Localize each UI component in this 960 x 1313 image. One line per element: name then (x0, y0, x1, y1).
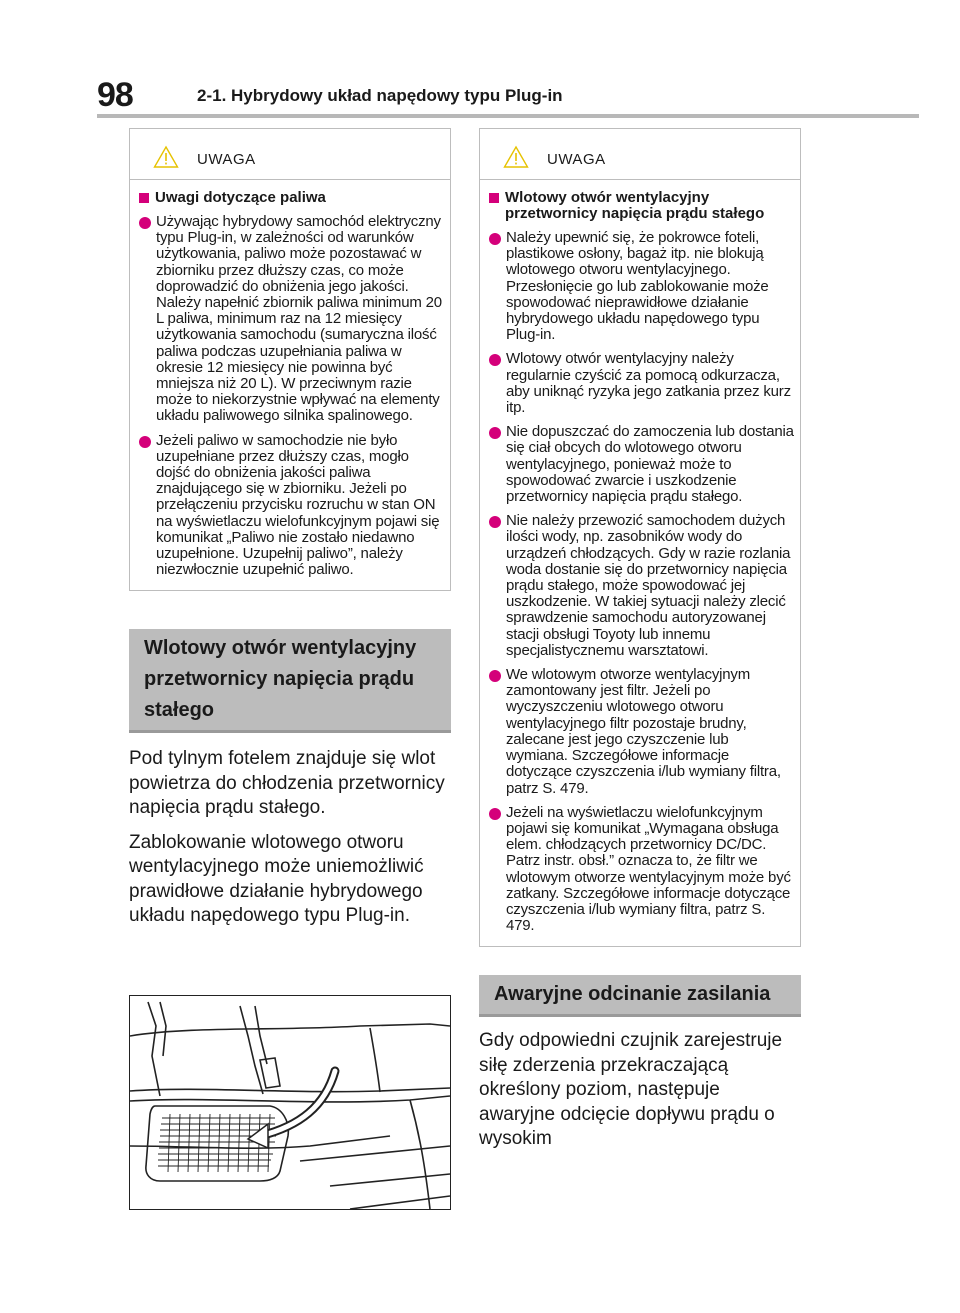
warning-box-fuel (129, 128, 451, 591)
list-item (139, 433, 444, 579)
section-heading-vent: Wlotowy otwór wentylacyjny przetwornicy napięcia prądu stałego (129, 629, 451, 733)
warning-subtitle-text: Wlotowy otwór wentylacyjny przetwornicy napięcia prądu stałego (505, 189, 765, 222)
list-item-text: We wlotowym otworze wentylacyjnym zamontowany jest filtr. Jeżeli po wyczyszczeniu wlotowego otworu wentylacyjnego filtr pozostaje brudny, zalecane jest jego czyszczenie lub wymiana. Szczegółowe informacje dotyczące czyszczenia i/lub wymiany filtra, patrz S. 479. (506, 666, 781, 797)
circle-bullet-icon (139, 217, 151, 229)
warning-header (139, 139, 444, 169)
list-item-text: Używając hybrydowy samochód elektryczny typu Plug-in, w zależności od warunków użytkowania, paliwo może pozostawać w zbiorniku przez dłuższy czas, co może doprowadzić do obniżenia jego jakości. Należy napełnić zbiornik paliwa minimum 20 L paliwa, minimum raz na 12 miesięcy użytkowania samochodu (sumaryczna ilość paliwa podczas uzupełniania paliwa w okresie 12 miesięcy nie powinna być mniejsza niż 20 L). W przeciwnym razie może to niekorzystnie wpływać na elementy układu paliwowego silnika spalinowego. (156, 213, 442, 425)
warning-triangle-icon (153, 145, 179, 169)
circle-bullet-icon (489, 516, 501, 528)
square-bullet-icon (489, 193, 499, 203)
header-rule (97, 114, 919, 118)
warning-box-vent (479, 128, 801, 947)
list-item-text: Należy upewnić się, że pokrowce foteli, plastikowe osłony, bagaż itp. nie blokują wlotowego otworu wentylacyjnego. Przesłonięcie go lub zablokowanie może spowodować nieprawidłowe działanie hybrydowego układu napędowego typu Plug-in. (506, 229, 769, 344)
list-item (489, 805, 794, 935)
square-bullet-icon (139, 193, 149, 203)
warning-triangle-icon (503, 145, 529, 169)
section-paragraph: Zablokowanie wlotowego otworu wentylacyjnego może uniemożliwić prawidłowe działanie hybrydowego układu napędowego typu Plug-in. (129, 831, 424, 927)
list-item (489, 424, 794, 505)
circle-bullet-icon (489, 808, 501, 820)
warning-title: UWAGA (197, 151, 256, 168)
warning-header (489, 139, 794, 169)
warning-subtitle (489, 190, 794, 222)
list-item-text: Jeżeli na wyświetlaczu wielofunkcyjnym pojawi się komunikat „Wymagana obsługa elem. chłodzących przetwornicy DC/DC. Patrz instr. obsł.” oznacza to, że filtr we wlotowym otworze wentylacyjnym może być zatkany. Szczegółowe informacje dotyczące czyszczenia i/lub wymiany filtra, patrz S. 479. (506, 803, 791, 935)
section-heading-emergency: Awaryjne odcinanie zasilania (479, 975, 801, 1017)
left-column (129, 128, 451, 929)
warning-subtitle (139, 190, 444, 206)
warning-subtitle-text: Uwagi dotyczące paliwa (155, 189, 326, 206)
section-paragraph: Pod tylnym fotelem znajduje się wlot powietrza do chłodzenia przetwornicy napięcia prądu stałego. (129, 748, 445, 819)
warning-title: UWAGA (547, 151, 606, 168)
list-item (489, 351, 794, 416)
list-item-text: Jeżeli paliwo w samochodzie nie było uzupełniane przez dłuższy czas, mogło dojść do obniżenia jakości paliwa znajdującego się w zbiorniku. Jeżeli po przełączeniu przycisku rozruchu w stan ON na wyświetlaczu wielofunkcyjnym pojawi się komunikat „Paliwo nie zostało niedawno uzupełnione. Uzupełnij paliwo”, należy niezwłocznie uzupełnić paliwo. (156, 431, 440, 579)
circle-bullet-icon (489, 354, 501, 366)
circle-bullet-icon (489, 670, 501, 682)
section-paragraph: Gdy odpowiedni czujnik zarejestruje siłę zderzenia przekraczającą określony poziom, następuje awaryjne odcięcie dopływu prądu o wysokim (479, 1030, 783, 1150)
right-column (479, 128, 801, 1152)
list-item (139, 214, 444, 425)
list-item-text: Wlotowy otwór wentylacyjny należy regularnie czyścić za pomocą odkurzacza, aby uniknąć ryzyka jego zatkania przez kurz itp. (506, 350, 791, 417)
warning-divider (130, 179, 450, 180)
list-item-text: Nie dopuszczać do zamoczenia lub dostania się ciał obcych do wlotowego otworu wentylacyjnego, ponieważ może to spowodować zwarcie i uszkodzenie przetwornicy napięcia prądu stałego. (506, 423, 794, 506)
circle-bullet-icon (489, 233, 501, 245)
circle-bullet-icon (489, 427, 501, 439)
rear-seat-vent-image (130, 996, 450, 1209)
page-number: 98 (97, 76, 133, 114)
list-item-text: Nie należy przewozić samochodem dużych ilości wody, np. zasobników wody do urządzeń chłodzących. Gdy w razie rozlania woda dostanie się do przetwornicy napięcia prądu stałego, może spowodować jej uszkodzenie. W takiej sytuacji należy zlecić sprawdzenie samochodu autoryzowanej stacji obsługi Toyoty lub innemu specjalistycznemu warsztatowi. (506, 512, 791, 659)
rear-seat-vent-illustration (129, 995, 451, 1210)
warning-divider (480, 179, 800, 180)
list-item (489, 230, 794, 343)
list-item (489, 667, 794, 797)
list-item (489, 513, 794, 659)
chapter-title: 2-1. Hybrydowy układ napędowy typu Plug-in (197, 86, 563, 105)
circle-bullet-icon (139, 436, 151, 448)
